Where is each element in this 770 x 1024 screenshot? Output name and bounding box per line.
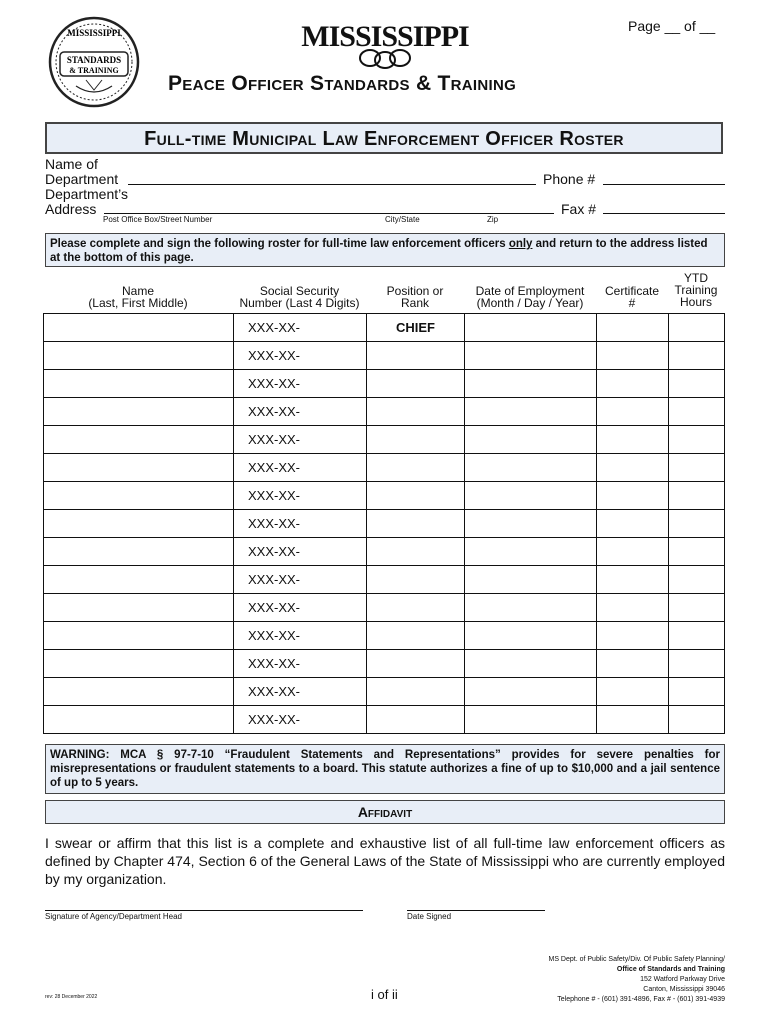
ytd-training-cell[interactable] bbox=[669, 510, 725, 538]
certificate-cell[interactable] bbox=[597, 314, 669, 342]
table-row bbox=[44, 622, 725, 650]
brand-wordmark bbox=[300, 20, 470, 70]
date-employment-cell[interactable] bbox=[465, 650, 597, 678]
position-cell[interactable] bbox=[367, 594, 465, 622]
hint-city-state: City/State bbox=[385, 215, 420, 224]
instructions-text-post: and return to the address listed at the bottom of this page. bbox=[50, 238, 708, 264]
date-employment-cell[interactable] bbox=[465, 706, 597, 734]
name-cell[interactable] bbox=[44, 538, 234, 566]
instructions-text-pre: Please complete and sign the following roster for full-time law enforcement officers bbox=[50, 238, 509, 250]
certificate-cell[interactable] bbox=[597, 538, 669, 566]
page-of-indicator: Page __ of __ bbox=[628, 18, 716, 34]
ssn-cell[interactable]: XXX-XX- bbox=[234, 622, 367, 650]
ssn-cell[interactable]: XXX-XX- bbox=[234, 566, 367, 594]
affidavit-text: I swear or affirm that this list is a complete and exhaustive list of all full-time law enforcement officers as defined by Chapter 474, Section 6 of the General Laws of the State of Mississippi who are currently employed by my organization. bbox=[45, 835, 725, 887]
ssn-cell[interactable]: XXX-XX- bbox=[234, 594, 367, 622]
roster-table bbox=[43, 313, 725, 734]
date-employment-cell[interactable] bbox=[465, 510, 597, 538]
hint-street: Post Office Box/Street Number bbox=[103, 215, 213, 224]
ssn-cell[interactable]: XXX-XX- bbox=[234, 314, 367, 342]
table-row bbox=[44, 678, 725, 706]
revision-date: rev: 28 December 2022 bbox=[45, 994, 98, 1000]
ytd-training-cell[interactable] bbox=[669, 342, 725, 370]
address-field[interactable] bbox=[104, 213, 554, 214]
col-header-position: Position or Rank bbox=[386, 284, 444, 310]
name-cell[interactable] bbox=[44, 594, 234, 622]
table-row bbox=[44, 510, 725, 538]
table-row bbox=[44, 594, 725, 622]
date-employment-cell[interactable] bbox=[465, 622, 597, 650]
certificate-cell[interactable] bbox=[597, 342, 669, 370]
certificate-cell[interactable] bbox=[597, 706, 669, 734]
address-label-2: Address bbox=[45, 201, 97, 217]
ytd-training-cell[interactable] bbox=[669, 566, 725, 594]
ytd-training-cell[interactable] bbox=[669, 622, 725, 650]
certificate-cell[interactable] bbox=[597, 454, 669, 482]
ytd-training-cell[interactable] bbox=[669, 650, 725, 678]
mississippi-seal-logo bbox=[46, 14, 142, 110]
col-header-ytd-training: YTD Training Hours bbox=[674, 271, 718, 309]
name-cell[interactable] bbox=[44, 370, 234, 398]
name-cell[interactable] bbox=[44, 510, 234, 538]
footer-address-line-2: Office of Standards and Training bbox=[616, 966, 725, 973]
position-cell[interactable] bbox=[367, 706, 465, 734]
date-employment-cell[interactable] bbox=[465, 594, 597, 622]
dept-name-field[interactable] bbox=[128, 184, 536, 185]
ytd-training-cell[interactable] bbox=[669, 678, 725, 706]
certificate-cell[interactable] bbox=[597, 426, 669, 454]
name-cell[interactable] bbox=[44, 706, 234, 734]
table-row bbox=[44, 482, 725, 510]
position-cell[interactable]: CHIEF bbox=[367, 314, 465, 342]
position-cell[interactable] bbox=[367, 538, 465, 566]
certificate-cell[interactable] bbox=[597, 482, 669, 510]
instructions-box bbox=[45, 233, 725, 267]
table-row bbox=[44, 706, 725, 734]
certificate-cell[interactable] bbox=[597, 650, 669, 678]
affidavit-heading: Affidavit bbox=[45, 800, 725, 824]
certificate-cell[interactable] bbox=[597, 622, 669, 650]
position-cell[interactable] bbox=[367, 370, 465, 398]
ssn-cell[interactable]: XXX-XX- bbox=[234, 342, 367, 370]
ytd-training-cell[interactable] bbox=[669, 426, 725, 454]
seal-mid-text-1: STANDARDS bbox=[66, 55, 122, 65]
name-cell[interactable] bbox=[44, 426, 234, 454]
ssn-cell[interactable]: XXX-XX- bbox=[234, 510, 367, 538]
ssn-cell[interactable]: XXX-XX- bbox=[234, 454, 367, 482]
fax-field[interactable] bbox=[603, 213, 725, 214]
seal-mid-text-2: & TRAINING bbox=[69, 66, 119, 75]
table-row bbox=[44, 314, 725, 342]
hint-zip: Zip bbox=[487, 215, 499, 224]
date-employment-cell[interactable] bbox=[465, 398, 597, 426]
name-cell[interactable] bbox=[44, 342, 234, 370]
position-cell[interactable] bbox=[367, 510, 465, 538]
footer-address-line-4: Canton, Mississippi 39046 bbox=[643, 986, 725, 993]
dept-name-label-2: Department bbox=[45, 171, 119, 187]
form-title: Full-time Municipal Law Enforcement Officer Roster bbox=[144, 128, 624, 150]
position-cell[interactable] bbox=[367, 426, 465, 454]
ytd-training-cell[interactable] bbox=[669, 594, 725, 622]
certificate-cell[interactable] bbox=[597, 678, 669, 706]
ytd-training-cell[interactable] bbox=[669, 538, 725, 566]
position-cell[interactable] bbox=[367, 398, 465, 426]
table-row bbox=[44, 398, 725, 426]
table-row bbox=[44, 370, 725, 398]
date-employment-cell[interactable] bbox=[465, 426, 597, 454]
ssn-cell[interactable]: XXX-XX- bbox=[234, 706, 367, 734]
warning-box: WARNING: MCA § 97-7-10 “Fraudulent Statements and Representations” provides for severe penalties for misrepresentations or fraudulent statements to a board. This statute authorizes a fine of up to $10,000 and a jail sentence of up to 5 years. bbox=[45, 744, 725, 794]
name-cell[interactable] bbox=[44, 454, 234, 482]
ytd-training-cell[interactable] bbox=[669, 482, 725, 510]
dept-name-label-1: Name of bbox=[45, 156, 98, 172]
footer-address bbox=[548, 955, 725, 1005]
name-cell[interactable] bbox=[44, 482, 234, 510]
date-signed-label: Date Signed bbox=[407, 912, 452, 921]
form-title-box bbox=[45, 122, 723, 154]
name-cell[interactable] bbox=[44, 314, 234, 342]
ssn-cell[interactable]: XXX-XX- bbox=[234, 398, 367, 426]
ssn-cell[interactable]: XXX-XX- bbox=[234, 482, 367, 510]
date-employment-cell[interactable] bbox=[465, 342, 597, 370]
table-row bbox=[44, 650, 725, 678]
address-label-1: Department’s bbox=[45, 186, 129, 202]
ytd-training-cell[interactable] bbox=[669, 454, 725, 482]
signature-label: Signature of Agency/Department Head bbox=[45, 912, 182, 921]
col-header-date-employment: Date of Employment (Month / Day / Year) bbox=[475, 284, 585, 310]
seal-top-text: MISSISSIPPI bbox=[67, 28, 121, 38]
ytd-training-cell[interactable] bbox=[669, 398, 725, 426]
name-cell[interactable] bbox=[44, 566, 234, 594]
date-employment-cell[interactable] bbox=[465, 370, 597, 398]
name-cell[interactable] bbox=[44, 622, 234, 650]
certificate-cell[interactable] bbox=[597, 510, 669, 538]
footer-address-line-5: Telephone # - (601) 391-4896, Fax # - (601) 391-4939 bbox=[557, 996, 725, 1003]
position-cell[interactable] bbox=[367, 454, 465, 482]
position-cell[interactable] bbox=[367, 482, 465, 510]
ssn-cell[interactable]: XXX-XX- bbox=[234, 426, 367, 454]
name-cell[interactable] bbox=[44, 650, 234, 678]
phone-field[interactable] bbox=[603, 184, 725, 185]
table-row bbox=[44, 426, 725, 454]
date-employment-cell[interactable] bbox=[465, 566, 597, 594]
footer-address-line-1: MS Dept. of Public Safety/Div. Of Public Safety Planning/ bbox=[548, 956, 725, 963]
date-employment-cell[interactable] bbox=[465, 482, 597, 510]
ytd-training-cell[interactable] bbox=[669, 370, 725, 398]
date-signed-line[interactable] bbox=[407, 910, 545, 911]
position-cell[interactable] bbox=[367, 622, 465, 650]
certificate-cell[interactable] bbox=[597, 594, 669, 622]
date-employment-cell[interactable] bbox=[465, 678, 597, 706]
agency-title: Peace Officer Standards & Training bbox=[168, 72, 517, 95]
table-row bbox=[44, 454, 725, 482]
date-employment-cell[interactable] bbox=[465, 538, 597, 566]
position-cell[interactable] bbox=[367, 650, 465, 678]
instructions-text-emphasis: only bbox=[508, 238, 533, 250]
table-row bbox=[44, 342, 725, 370]
col-header-certificate: Certificate # bbox=[604, 284, 660, 310]
ssn-cell[interactable]: XXX-XX- bbox=[234, 538, 367, 566]
brand-text: MISSISSIPPI bbox=[301, 20, 469, 53]
col-header-name: Name (Last, First Middle) bbox=[88, 284, 188, 310]
table-row bbox=[44, 538, 725, 566]
name-cell[interactable] bbox=[44, 398, 234, 426]
position-cell[interactable] bbox=[367, 678, 465, 706]
name-cell[interactable] bbox=[44, 678, 234, 706]
ytd-training-cell[interactable] bbox=[669, 314, 725, 342]
certificate-cell[interactable] bbox=[597, 398, 669, 426]
date-employment-cell[interactable] bbox=[465, 314, 597, 342]
footer-address-line-3: 152 Watford Parkway Drive bbox=[640, 976, 725, 983]
certificate-cell[interactable] bbox=[597, 370, 669, 398]
col-header-ssn: Social Security Number (Last 4 Digits) bbox=[239, 284, 360, 310]
ssn-cell[interactable]: XXX-XX- bbox=[234, 650, 367, 678]
position-cell[interactable] bbox=[367, 342, 465, 370]
position-cell[interactable] bbox=[367, 566, 465, 594]
ssn-cell[interactable]: XXX-XX- bbox=[234, 678, 367, 706]
certificate-cell[interactable] bbox=[597, 566, 669, 594]
ytd-training-cell[interactable] bbox=[669, 706, 725, 734]
date-employment-cell[interactable] bbox=[465, 454, 597, 482]
ssn-cell[interactable]: XXX-XX- bbox=[234, 370, 367, 398]
table-row bbox=[44, 566, 725, 594]
phone-label: Phone # bbox=[543, 171, 596, 187]
fax-label: Fax # bbox=[561, 201, 597, 217]
signature-line[interactable] bbox=[45, 910, 363, 911]
page-number: i of ii bbox=[371, 987, 398, 1002]
